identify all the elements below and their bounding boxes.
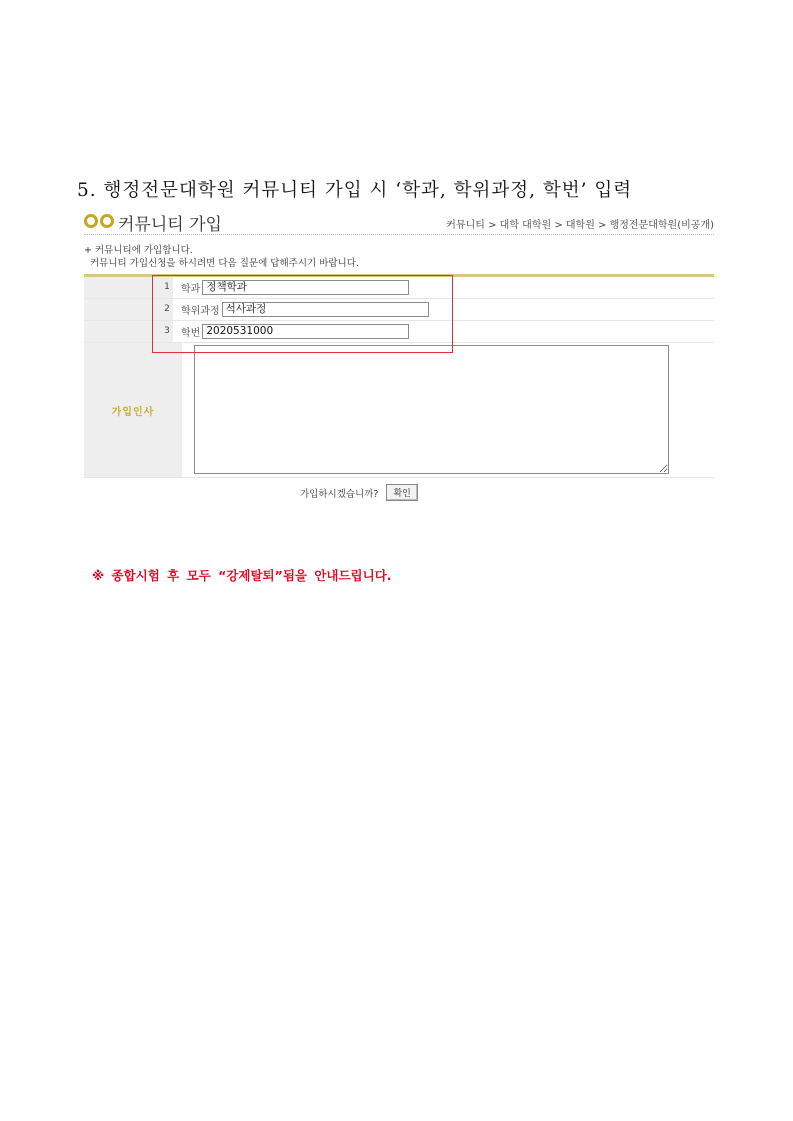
confirm-row — [300, 484, 418, 501]
intro-line-2: 커뮤니티 가입신청을 하시려면 다음 질문에 답해주시기 바랍니다. — [90, 258, 359, 269]
confirm-question: 가입하시겠습니까? — [300, 488, 379, 500]
title-bullet-icon — [84, 214, 114, 228]
circle-icon — [84, 214, 98, 228]
confirm-button[interactable]: 확인 — [386, 484, 417, 501]
breadcrumb: 커뮤니티 > 대학 대학원 > 대학원 > 행정전문대학원(비공개) — [446, 220, 714, 231]
circle-icon — [100, 214, 114, 228]
greeting-label: 가입인사 — [84, 343, 182, 477]
highlight-box — [152, 275, 453, 353]
question-number: 1 — [84, 277, 173, 298]
document-heading: 5. 행정전문대학원 커뮤니티 가입 시 ‘학과, 학위과정, 학번’ 입력 — [77, 180, 633, 201]
title-bar — [84, 208, 714, 235]
intro-text — [84, 244, 714, 270]
withdrawal-notice: ※ 종합시험 후 모두 “강제탈퇴”됨을 안내드립니다. — [92, 568, 392, 583]
greeting-row — [84, 343, 714, 478]
intro-line-1: + 커뮤니티에 가입합니다. — [84, 245, 193, 256]
greeting-textarea[interactable] — [194, 345, 669, 474]
question-label: 학위과정 — [181, 306, 220, 317]
page-title: 커뮤니티 가입 — [118, 215, 222, 235]
question-number: 3 — [84, 321, 173, 342]
question-label: 학번 — [181, 328, 201, 339]
question-number: 2 — [84, 299, 173, 320]
question-label: 학과 — [181, 284, 201, 295]
